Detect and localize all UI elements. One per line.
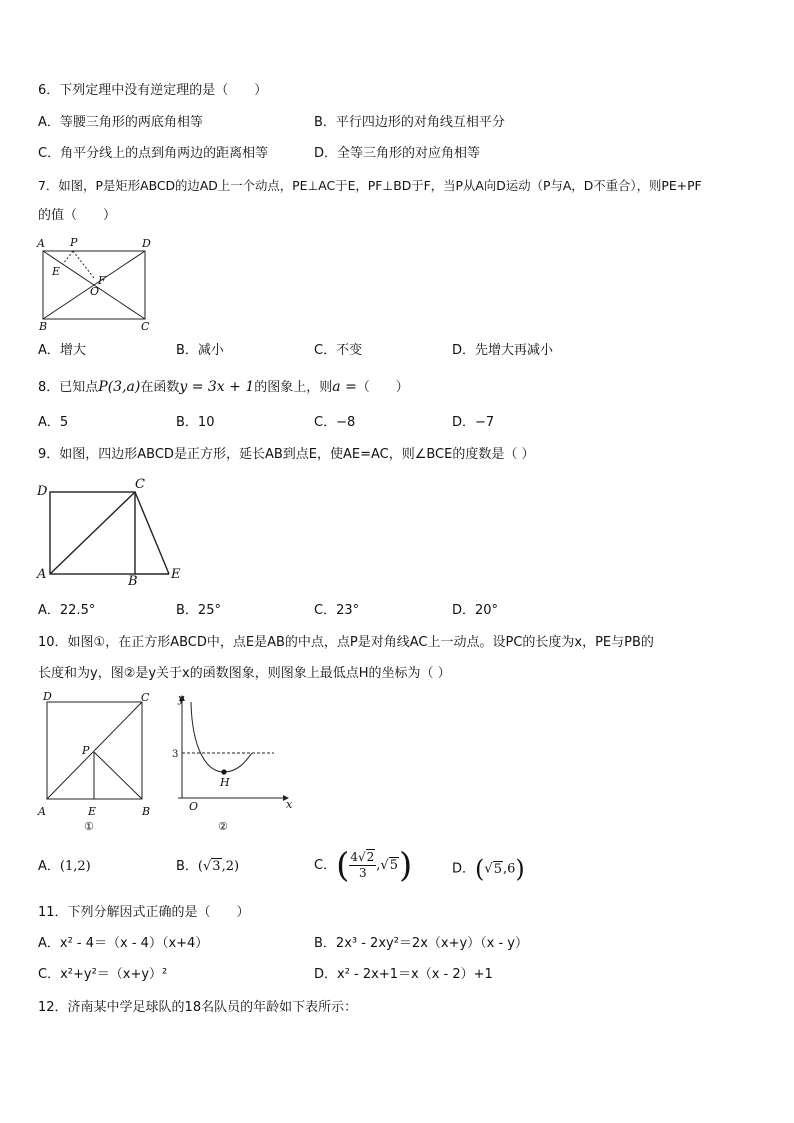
q8-paren: （ ）: [356, 380, 409, 395]
label-x: x: [286, 798, 293, 811]
label-e: E: [88, 805, 97, 818]
q10-option-c-label: C．: [314, 858, 337, 873]
label-b: B: [39, 320, 48, 332]
q7-option-d: D．先增大再减小: [452, 343, 554, 358]
q10-option-a-label: A．: [38, 859, 60, 874]
q7-stem-line2: 的值（ ）: [38, 208, 117, 223]
q7-option-b: B．减小: [176, 343, 224, 358]
q11-stem: 11．下列分解因式正确的是（ ）: [38, 905, 250, 920]
q10-option-b-label: B．: [176, 859, 198, 874]
label-e: E: [52, 265, 61, 278]
segment-pf: [73, 251, 94, 278]
caption-2: ②: [218, 820, 228, 833]
q10-option-d: [452, 852, 525, 886]
q8-ask: a =: [332, 379, 357, 395]
q8-stem: [38, 378, 409, 397]
segment-pb: [94, 752, 142, 799]
q11-option-d: D．x² - 2x+1＝x（x - 2）+1: [314, 967, 493, 982]
q10-option-a: [38, 858, 91, 876]
q8-stem-mid: 在函数: [140, 380, 180, 395]
q10-option-c-num-radicand: 2: [366, 850, 375, 864]
q11-option-b: B．2x³ - 2xy²＝2x（x+y）（x - y）: [314, 936, 529, 951]
q8-point: P(3,a): [98, 379, 141, 395]
label-d: D: [43, 690, 52, 703]
q7-rectangle-figure: [34, 236, 158, 332]
q6-option-c: C．角平分线上的点到角两边的距离相等: [38, 146, 269, 161]
caption-1: ①: [84, 820, 94, 833]
q6-stem: 6．下列定理中没有逆定理的是（ ）: [38, 83, 268, 98]
q9-option-a: A．22.5°: [38, 603, 96, 618]
label-c: C: [135, 477, 145, 492]
q9-option-b: B．25°: [176, 603, 221, 618]
q10-stem-line2: 长度和为y，图②是y关于x的函数图象，则图象上最低点H的坐标为（ ）: [38, 666, 451, 681]
q10-option-d-lparen: (: [475, 855, 485, 883]
label-p: P: [82, 744, 90, 757]
label-e: E: [171, 567, 181, 582]
label-p: P: [70, 236, 78, 249]
label-a: A: [37, 567, 47, 582]
q8-option-a: A．5: [38, 415, 69, 430]
q10-option-c-fraction: $\frac{4√2}{3}$: [350, 850, 375, 880]
q8-option-b: B．10: [176, 415, 215, 430]
q6-option-d: D．全等三角形的对应角相等: [314, 146, 481, 161]
segment-ce: [135, 492, 169, 574]
q11-option-a: A．x² - 4＝（x - 4）（x+4）: [38, 936, 209, 951]
q10-option-c-lparen: (: [336, 845, 350, 886]
q6-option-a: A．等腰三角形的两底角相等: [38, 115, 203, 130]
label-f: F: [98, 274, 106, 287]
q10-option-c-radicand: 5: [389, 858, 398, 873]
label-b: B: [142, 805, 151, 818]
q10-option-a-value: (1,2): [59, 859, 91, 874]
lowest-point-h: [221, 769, 226, 774]
q8-option-d: D．−7: [452, 415, 495, 430]
q10-figure-2: [172, 688, 302, 834]
q8-function: y = 3x + 1: [179, 379, 255, 395]
q10-stem-line1: 10．如图①，在正方形ABCD中，点E是AB的中点，点P是对角线AC上一动点。设PC的长度为x，PE与PB的: [38, 635, 654, 650]
q12-stem: 12．济南某中学足球队的18名队员的年龄如下表所示：: [38, 1000, 358, 1015]
q11-option-c: C．x²+y²＝（x+y）²: [38, 967, 168, 982]
q7-option-a: A．增大: [38, 343, 86, 358]
label-c: C: [141, 320, 150, 332]
q10-option-d-label: D．: [452, 861, 476, 877]
q10-option-d-rparen: ): [515, 855, 525, 883]
q9-option-c: C．23°: [314, 603, 360, 618]
label-a: A: [38, 805, 46, 818]
q10-option-d-radicand: 5: [493, 861, 502, 877]
q8-option-c: C．−8: [314, 415, 356, 430]
q10-option-b-radicand: 3: [212, 859, 221, 874]
label-d: D: [142, 237, 151, 250]
label-d: D: [37, 484, 48, 499]
q8-stem-pre: 8．已知点: [38, 380, 99, 395]
diagonal-ac: [50, 492, 135, 574]
q6-option-b: B．平行四边形的对角线互相平分: [314, 115, 505, 130]
q10-option-c-denominator: 3: [358, 866, 367, 880]
q10-option-b: [176, 858, 239, 876]
q9-stem: 9．如图，四边形ABCD是正方形，延长AB到点E，使AE=AC，则∠BCE的度数是（ ）: [38, 447, 535, 462]
q10-option-d-sqrt: √5: [484, 861, 502, 877]
label-c: C: [141, 691, 150, 704]
function-curve: [191, 702, 252, 772]
q8-stem-post: 的图象上，则: [254, 380, 333, 395]
q9-option-d: D．20°: [452, 603, 499, 618]
q10-option-b-open: (: [197, 859, 203, 874]
segment-pe: [63, 251, 73, 264]
label-o: O: [189, 800, 199, 813]
q10-option-c-sep: ,: [376, 858, 381, 873]
q10-option-c-num-coef: 4: [350, 850, 358, 864]
q10-option-c-sqrt: √5: [380, 858, 398, 873]
q9-square-figure: [34, 476, 186, 586]
q10-option-b-sqrt: √3: [203, 859, 221, 874]
label-o: O: [90, 285, 100, 298]
q10-option-c-rparen: ): [399, 845, 413, 886]
q10-option-d-rest: ,6: [502, 861, 516, 877]
q10-figure-1: [34, 688, 158, 834]
label-y: y: [178, 692, 185, 705]
label-a: A: [37, 237, 45, 250]
label-b: B: [128, 574, 138, 586]
q7-stem-line1: 7．如图，P是矩形ABCD的边AD上一个动点，PE⊥AC于E，PF⊥BD于F，当P从A向D运动（P与A，D不重合），则PE+PF: [38, 178, 702, 193]
label-h: H: [220, 776, 230, 789]
q7-option-c: C．不变: [314, 343, 363, 358]
q10-option-c: [314, 846, 412, 886]
q10-option-b-rest: ,2): [221, 859, 240, 874]
label-three: 3: [172, 749, 179, 760]
